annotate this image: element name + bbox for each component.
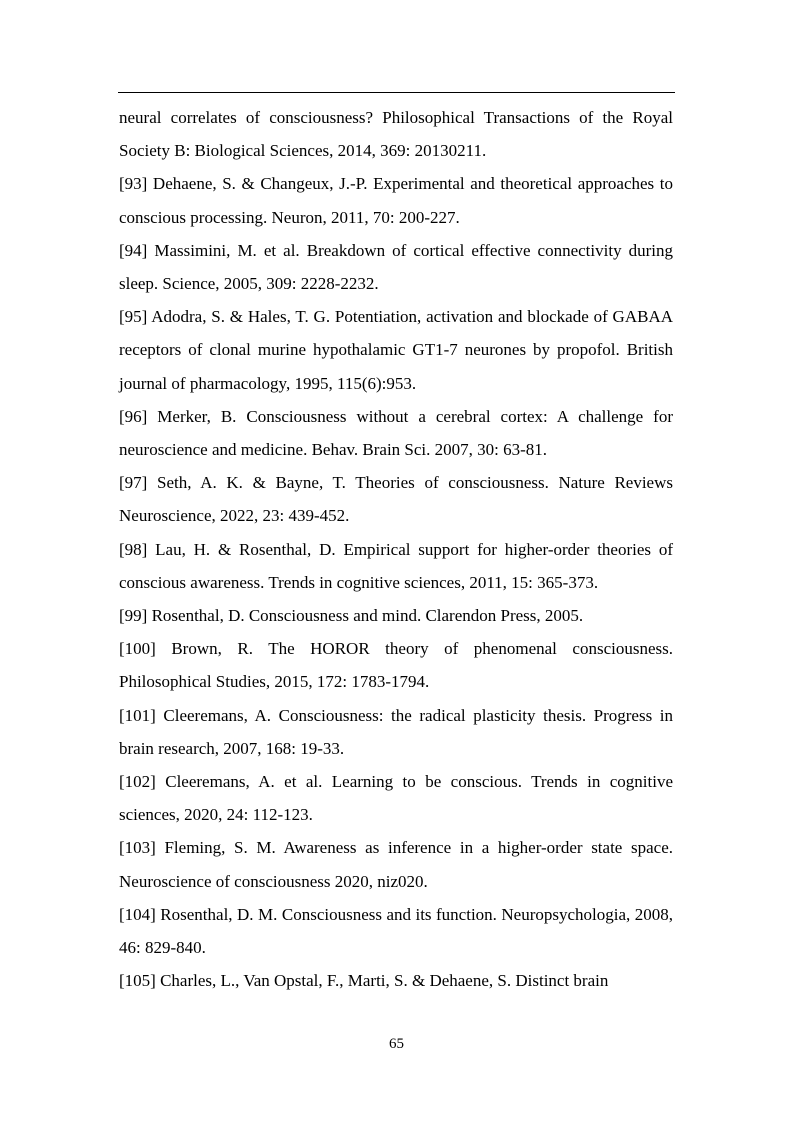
reference-item: [98] Lau, H. & Rosenthal, D. Empirical support for higher-order theories of conscious awareness. Trends in cognitive sciences, 2011, 15: 365-373. bbox=[119, 539, 673, 592]
reference-item: [93] Dehaene, S. & Changeux, J.-P. Experimental and theoretical approaches to conscious processing. Neuron, 2011, 70: 200-227. bbox=[119, 174, 673, 227]
reference-item: [96] Merker, B. Consciousness without a cerebral cortex: A challenge for neuroscience and medicine. Behav. Brain Sci. 2007, 30: 63-81. bbox=[119, 406, 673, 460]
page-number: 65 bbox=[389, 1036, 404, 1052]
reference-item: [103] Fleming, S. M. Awareness as inference in a higher-order state space. Neuroscience of consciousness 2020, niz020. bbox=[119, 838, 673, 891]
reference-item: [95] Adodra, S. & Hales, T. G. Potentiation, activation and blockade of GABAA receptors of clonal murine hypothalamic GT1-7 neurones by propofol. British journal of pharmacology, 1995, 115(6):953. bbox=[119, 307, 673, 393]
reference-item: [99] Rosenthal, D. Consciousness and mind. Clarendon Press, 2005. bbox=[119, 606, 584, 626]
reference-item: [105] Charles, L., Van Opstal, F., Marti, S. & Dehaene, S. Distinct brain bbox=[119, 971, 609, 991]
reference-item: neural correlates of consciousness? Philosophical Transactions of the Royal Society B: Biological Sciences, 2014, 369: 20130211. bbox=[119, 108, 673, 161]
reference-item: [101] Cleeremans, A. Consciousness: the radical plasticity thesis. Progress in brain research, 2007, 168: 19-33. bbox=[119, 705, 673, 758]
reference-item: [100] Brown, R. The HOROR theory of phenomenal consciousness. Philosophical Studies, 2015, 172: 1783-1794. bbox=[119, 639, 673, 692]
reference-list bbox=[119, 101, 673, 997]
reference-item: [94] Massimini, M. et al. Breakdown of cortical effective connectivity during sleep. Science, 2005, 309: 2228-2232. bbox=[119, 240, 673, 294]
reference-item: [97] Seth, A. K. & Bayne, T. Theories of consciousness. Nature Reviews Neuroscience, 2022, 23: 439-452. bbox=[119, 473, 673, 526]
header-rule bbox=[118, 92, 675, 93]
reference-item: [104] Rosenthal, D. M. Consciousness and its function. Neuropsychologia, 2008, 46: 829-840. bbox=[119, 904, 673, 958]
reference-item: [102] Cleeremans, A. et al. Learning to be conscious. Trends in cognitive sciences, 2020, 24: 112-123. bbox=[119, 772, 673, 825]
